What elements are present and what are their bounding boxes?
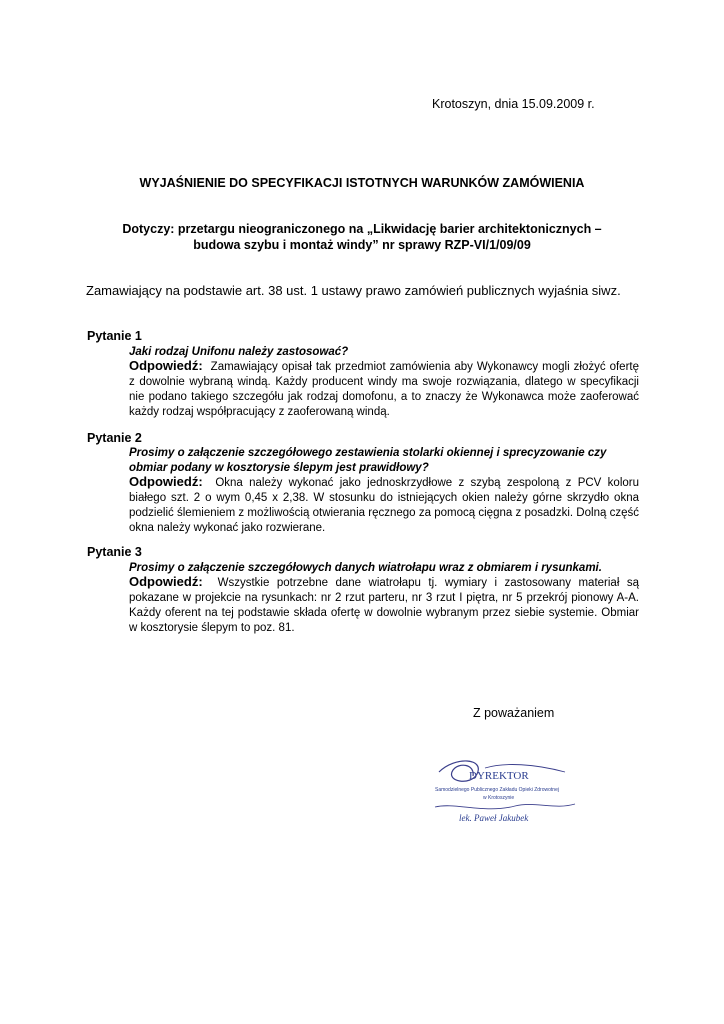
answer-1-text: Zamawiający opisał tak przedmiot zamówienia aby Wykonawcy mogli złożyć ofertę z dowolnie wybraną windą. Każdy producent windy ma swoje rozwiązania, dlatego w specyfikacji nie podano takiego szczegółu jak rodzaj domofonu, a to znaczy że Wykonawca może zaoferować każdy rodzaj współpracujący z zaoferowaną windą. [129, 361, 639, 418]
answer-2-label: Odpowiedź: [129, 474, 203, 489]
question-3-label: Pytanie 3 [87, 545, 142, 559]
question-1-label: Pytanie 1 [87, 329, 142, 343]
question-2-text: Prosimy o załączenie szczegółowego zestawienia stolarki okiennej i sprecyzowanie czy obmiar podany w kosztorysie ślepym jest prawidłowy? [129, 447, 607, 474]
answer-1-label: Odpowiedź: [129, 358, 203, 373]
closing-text: Z poważaniem [473, 706, 555, 720]
question-3-text: Prosimy o załączenie szczegółowych danych wiatrołapu wraz z obmiarem i rysunkami. [129, 562, 602, 574]
stamp-title: DYREKTOR [469, 770, 529, 782]
signature-mark [439, 761, 478, 781]
answer-2 [129, 474, 639, 536]
intro-paragraph: Zamawiający na podstawie art. 38 ust. 1 ustawy prawo zamówień publicznych wyjaśnia siwz. [86, 283, 621, 298]
document-title: WYJAŚNIENIE DO SPECYFIKACJI ISTOTNYCH WARUNKÓW ZAMÓWIENIA [139, 176, 585, 190]
answer-3-label: Odpowiedź: [129, 574, 203, 589]
stamp-line-1: Samodzielnego Publicznego Zakładu Opieki Zdrowotnej [435, 787, 559, 793]
stamp-line-2: w Krotoszynie [483, 795, 515, 801]
answer-1 [129, 358, 639, 420]
answer-2-text: Okna należy wykonać jako jednoskrzydłowe z szybą zespoloną z PCV koloru białego szt. 2 o wym 0,45 x 2,38. W stosunku do istniejących okien należy górne skrzydło okna podzielić ślemieniem z możliwością otwierania ręcznego za pomocą cięgna z posadzki. Dolną część okna należy wykonać jako rozwierane. [129, 477, 639, 534]
subject-line-2: budowa szybu i montaż windy” nr sprawy RZP-VI/1/09/09 [193, 238, 531, 252]
question-2-label: Pytanie 2 [87, 431, 142, 445]
stamp-name: lek. Paweł Jakubek [459, 813, 529, 823]
subject-line-1: Dotyczy: przetargu nieograniczonego na „Likwidację barier architektonicznych – [122, 222, 602, 236]
signature-underline [435, 804, 575, 809]
answer-3-text: Wszystkie potrzebne dane wiatrołapu tj. wymiary i zastosowany materiał są pokazane w projekcie na rysunkach: nr 2 rzut parteru, nr 3 rzut I piętra, nr 5 przekrój pionowy A-A. Każdy oferent na tej podstawie składa ofertę w dowolnie wybranym przez siebie systemie. Obmiar w kosztorysie ślepym to poz. 81. [129, 577, 639, 634]
date-line: Krotoszyn, dnia 15.09.2009 r. [432, 97, 595, 111]
question-1-text: Jaki rodzaj Unifonu należy zastosować? [129, 346, 349, 358]
answer-3 [129, 574, 639, 636]
director-stamp [425, 752, 600, 832]
subject-block [90, 221, 634, 253]
